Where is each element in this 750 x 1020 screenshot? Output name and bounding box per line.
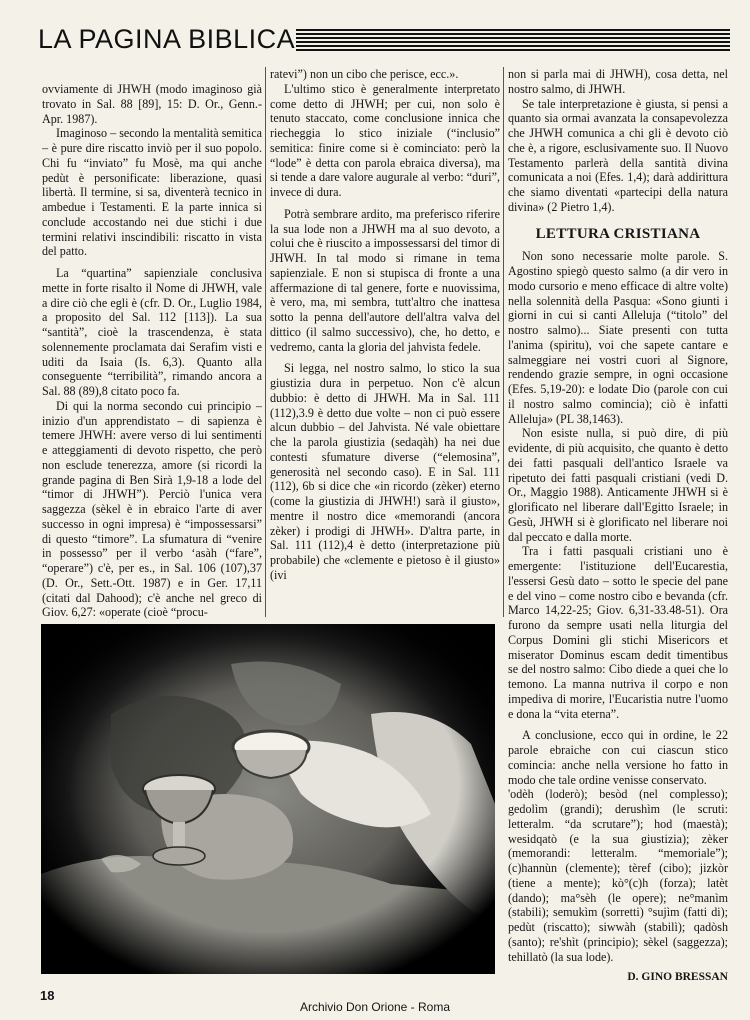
paragraph: Non sono necessarie molte parole. S. Agostino spiegò questo salmo (a dir vero in modo cursorio e meno efficace di altre volte) nella solennità della Pasqua: «Sono giunti i giorni in cui si canti Alleluja (“titolo” del nostro salmo)... Siate presenti con tutta l'anima (spiritu), voi che sapete cantare e salmeggiare nei vostri cuori al Signore, rendendo grazie sempre, in ogni occasione (Efes. 5,19-20): e lodate Dio (parole con cui il nostro salmo comincia); ciò è infatti Alleluja» (PL 38,1463). xyxy=(508,249,728,426)
page-header xyxy=(38,22,730,56)
author-signature: D. GINO BRESSAN xyxy=(627,971,728,984)
paragraph: non si parla mai di JHWH), cosa detta, nel nostro salmo, di JHWH. xyxy=(508,67,728,96)
paragraph: A conclusione, ecco qui in ordine, le 22 parole ebraiche con cui ciascun stico comincia: anche nella versione ho fatto in modo che tale ordine venisse conservato. xyxy=(508,728,728,787)
page-number: 18 xyxy=(40,988,55,1003)
paragraph: Tra i fatti pasquali cristiani uno è emergente: l'istituzione dell'Eucarestia, l'essersi Gesù dato – sotto le specie del pane e del vino – come nostro cibo e bevanda (cfr. Marco 14,22-25; Giov. 6,31-33.48-51). Ora furono da sempre usati nella liturgia del Corpus Domini gli stichi Misericors et miserator Dominus escam dedit timentibus se del nostro salmo: Cibo diede a quei che lo temono. La manna nutriva il corpo e non impediva di morire, l'Eucaristia nutre l'uomo e dona la “vita eterna”. xyxy=(508,544,728,721)
hebrew-word-list: 'odèh (loderò); besòd (nel complesso); gedolìm (grandi); derushìm (le scruti: letteralm. “da scrutare”); hod (maestà); wesidqatò (e la sua giustizia); zèker (memorandi: letteralm. “memoriale”); (c)hannùn (clemente); tèref (cibo); jizkòr (tiene a mente); kò°(c)h (forza); latèt (dando); ma°sèh (le opere); ne°manìm (stabili); semukìm (sorretti) °sujìm (fatti di); pedùt (riscatto); siwwàh (stabilì); qadòsh (santo); re'shìt (principio); sèkel (saggezza); tehillatò (la sua lode). xyxy=(508,787,728,964)
paragraph: Si legga, nel nostro salmo, lo stico la sua giustizia dura in perpetuo. Non c'è alcun dubbio: è detto di JHWH. Ma in Sal. 111 (112),3.9 è detto due volte – non ci può essere alcun dubbio – del Jahvista. Né vale obiettare che la parola giustizia (sedaqàh) ha nei due contesti sfumature diverse (“elemosina”, generosità nel secondo caso). E in Sal. 111 (112), 6b si dice che «in ricordo (zèker) eterno (come la giustizia di JHWH!) sarà il giusto», mentre il nostro dice «memorandi (ancora zèker) i prodigi di JHWH». D'altra parte, in Sal. 111 (112),4 è detto (interpretazione più probabile) che «clemente e pietoso è il giusto» (ivi xyxy=(270,361,500,582)
paragraph: Non esiste nulla, si può dire, di più evidente, di più acquisito, che quanto è detto dei fatti pasquali dell'antico Israele va ripetuto dei fatti pasquali cristiani (vedi D. Or., Maggio 1988). Anticamente JHWH si è glorificato nel liberare dall'Egitto Israele; in Gesù, JHWH si è glorificato nel liberare noi dal peccato e dalla morte. xyxy=(508,426,728,544)
paragraph: ovviamente di JHWH (modo imaginoso già trovato in Sal. 88 [89], 15: D. Or., Genn.-Apr. 1987). xyxy=(42,82,262,126)
paragraph: La “quartina” sapienziale conclusiva mette in forte risalto il Nome di JHWH, vale a dire ciò che egli è (cfr. D. Or., Luglio 1984, a proposito del Sal. 112 [113]). La sua “santità”, cioè la trascendenza, è stata solennemente proclamata dai Serafim visti e uditi da Isaia (Is. 6,3). Quanto alla conseguente “terribilità”, rimando ancora a Sal. 88 (89),8 citato poco fa. xyxy=(42,266,262,398)
archive-footer: Archivio Don Orione - Roma xyxy=(299,1000,451,1014)
section-heading: LETTURA CRISTIANA xyxy=(535,225,701,242)
paragraph: L'ultimo stico è generalmente interpretato come detto di JHWH; per cui, non solo è tenuto staccato, come conclusione innica che riecheggia lo stico iniziale (“inclusio” semitica: finire come si è cominciato: però la “lode” è detta con parola ebraica diversa), ma si tende a dare valore augurale al verbo: “duri”, invece di dura. xyxy=(270,81,500,199)
eucharist-photo xyxy=(41,624,495,974)
header-rule-lines xyxy=(296,29,730,51)
text-column-1 xyxy=(42,82,262,620)
column-divider xyxy=(503,67,504,617)
paragraph: Se tale interpretazione è giusta, si pensi a quanto sia ormai avanzata la consapevolezza che JHWH comunica a chi gli è devoto ciò che è, a rigore, esclusivamente suo. Il Nuovo Testamento parlerà della santità divina comunicata a noi (Efes. 1,4); darà addirittura che siamo diventati «partecipi della natura divina» (2 Pietro 1,4). xyxy=(508,96,728,214)
paragraph: Potrà sembrare ardito, ma preferisco riferire la sua lode non a JHWH ma al suo devoto, a colui che è riuscito a impossessarsi del timor di JHWH. In tal modo si rimane in tema sapienziale. E non si stupisca di fronte a una affermazione di tal genere, forte e nuovissima, è vero, ma, mi sembra, tutt'altro che inattesa sotto la penna dell'autore dell'altra valva del dittico (il salmo successivo), che, ho detto, e vedremo, canta la gloria del jahvista fedele. xyxy=(270,206,500,354)
paragraph: ratevi”) non un cibo che perisce, ecc.». xyxy=(270,67,459,81)
column-divider xyxy=(265,67,266,617)
text-column-2 xyxy=(270,67,500,583)
paragraph: Imaginoso – secondo la mentalità semitica – è pure dire riscatto inviò per il suo popolo. Chi fu “inviato” fu Mosè, ma qui anche pedùt è personificate: liberazione, quasi libertà. Il termine, si sa, diventerà tecnico in ambedue i Testamenti. E la parte innica si conclude accostando nei due stichi i due termini relativi inscindibili: riscatto in vista del patto. xyxy=(42,126,262,259)
paragraph: Di qui la norma secondo cui principio – inizio d'un apprendistato – di sapienza è temere JHWH: avere verso di lui sentimenti e atteggiamenti di devoto rispetto, che però non esclude tenerezza, amore (si ricordi la grande pagina di Ben Sirà 1,9-18 a lode del “timor di JHWH”). Perciò l'unica vera saggezza (sèkel è in ebraico l'arte di aver successo in ogni impresa) è “impossessarsi” di questo “timore”. La sfumatura di “venire in possesso” per il verbo ‘asàh (“fare”, “operare”) c'è, per es., in Sal. 106 (107),37 (D. Or., Sett.-Ott. 1987) e in Ger. 17,11 (citati dal Dahood); c'è anche nel greco di Giov. 6,27: «operate (cioè “procu- xyxy=(42,398,262,620)
section-title: LA PAGINA BIBLICA xyxy=(38,24,296,54)
text-column-3 xyxy=(508,67,728,985)
